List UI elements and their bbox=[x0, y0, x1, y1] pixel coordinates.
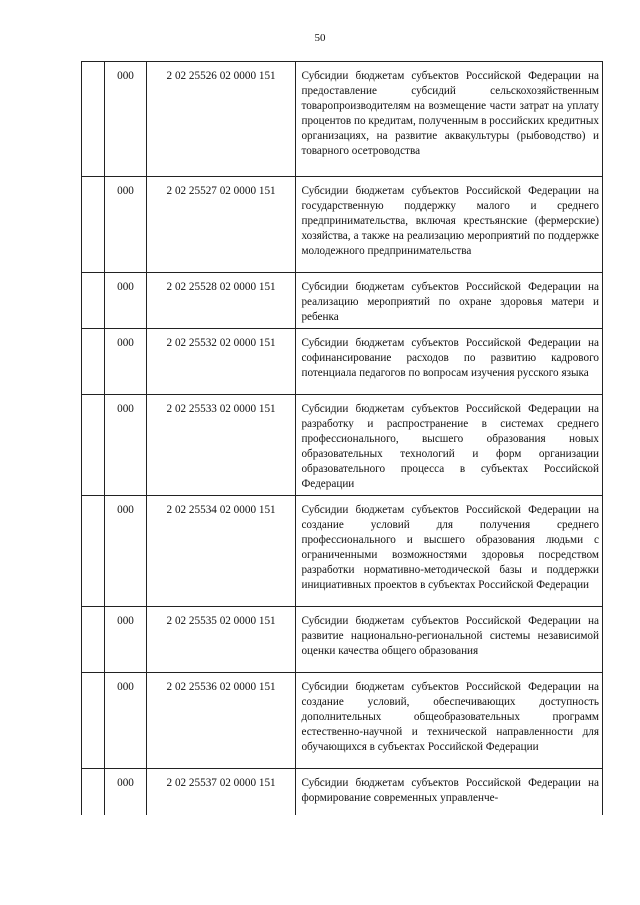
description-cell: Субсидии бюджетам субъектов Российской Федерации на развитие национально-региональной системы независимой оценки качества общего образования bbox=[296, 607, 603, 673]
table-row bbox=[82, 673, 603, 769]
budget-code-cell: 2 02 25537 02 0000 151 bbox=[146, 769, 296, 816]
table-row bbox=[82, 395, 603, 496]
admin-code-cell: 000 bbox=[105, 496, 146, 607]
admin-code-cell: 000 bbox=[105, 673, 146, 769]
admin-code-cell: 000 bbox=[105, 273, 146, 329]
blank-cell bbox=[82, 62, 105, 177]
description-cell: Субсидии бюджетам субъектов Российской Федерации на создание условий, обеспечивающих доступность дополнительных общеобразовательных программ естественно-научной и технической направленности для обучающихся в субъектах Российской Федерации bbox=[296, 673, 603, 769]
budget-code-cell: 2 02 25526 02 0000 151 bbox=[146, 62, 296, 177]
budget-code-cell: 2 02 25528 02 0000 151 bbox=[146, 273, 296, 329]
budget-code-cell: 2 02 25534 02 0000 151 bbox=[146, 496, 296, 607]
budget-code-cell: 2 02 25536 02 0000 151 bbox=[146, 673, 296, 769]
description-cell: Субсидии бюджетам субъектов Российской Федерации на реализацию мероприятий по охране здоровья матери и ребенка bbox=[296, 273, 603, 329]
description-cell: Субсидии бюджетам субъектов Российской Федерации на создание условий для получения среднего профессионального и высшего образования людьми с ограниченными возможностями здоровья посредством разработки нормативно-методической базы и поддержки инициативных проектов в субъектах Российской Федерации bbox=[296, 496, 603, 607]
admin-code-cell: 000 bbox=[105, 62, 146, 177]
description-cell: Субсидии бюджетам субъектов Российской Федерации на формирование современных управленче- bbox=[296, 769, 603, 816]
blank-cell bbox=[82, 673, 105, 769]
admin-code-cell: 000 bbox=[105, 177, 146, 273]
blank-cell bbox=[82, 329, 105, 395]
blank-cell bbox=[82, 177, 105, 273]
blank-cell bbox=[82, 273, 105, 329]
budget-codes-table bbox=[81, 61, 603, 815]
page-number: 50 bbox=[314, 32, 326, 44]
description-cell: Субсидии бюджетам субъектов Российской Федерации на государственную поддержку малого и среднего предпринимательства, включая крестьянские (фермерские) хозяйства, а также на реализацию мероприятий по поддержке молодежного предпринимательства bbox=[296, 177, 603, 273]
admin-code-cell: 000 bbox=[105, 395, 146, 496]
table-row bbox=[82, 177, 603, 273]
description-cell: Субсидии бюджетам субъектов Российской Федерации на разработку и распространение в системах среднего профессионального, высшего образования новых образовательных технологий и форм организации образовательного процесса в субъектах Российской Федерации bbox=[296, 395, 603, 496]
admin-code-cell: 000 bbox=[105, 329, 146, 395]
description-cell: Субсидии бюджетам субъектов Российской Федерации на предоставление субсидий сельскохозяйственным товаропроизводителям на возмещение части затрат на уплату процентов по кредитам, полученным в российских кредитных организациях, на развитие аквакультуры (рыбоводство) и товарного осетроводства bbox=[296, 62, 603, 177]
blank-cell bbox=[82, 395, 105, 496]
table-row bbox=[82, 329, 603, 395]
table-row bbox=[82, 273, 603, 329]
budget-code-cell: 2 02 25532 02 0000 151 bbox=[146, 329, 296, 395]
blank-cell bbox=[82, 496, 105, 607]
budget-code-cell: 2 02 25533 02 0000 151 bbox=[146, 395, 296, 496]
description-cell: Субсидии бюджетам субъектов Российской Федерации на софинансирование расходов по развитию кадрового потенциала педагогов по вопросам изучения русского языка bbox=[296, 329, 603, 395]
admin-code-cell: 000 bbox=[105, 769, 146, 816]
table-row bbox=[82, 62, 603, 177]
table-row bbox=[82, 607, 603, 673]
budget-code-cell: 2 02 25527 02 0000 151 bbox=[146, 177, 296, 273]
blank-cell bbox=[82, 769, 105, 816]
admin-code-cell: 000 bbox=[105, 607, 146, 673]
table-row bbox=[82, 769, 603, 816]
table-row bbox=[82, 496, 603, 607]
budget-code-cell: 2 02 25535 02 0000 151 bbox=[146, 607, 296, 673]
blank-cell bbox=[82, 607, 105, 673]
